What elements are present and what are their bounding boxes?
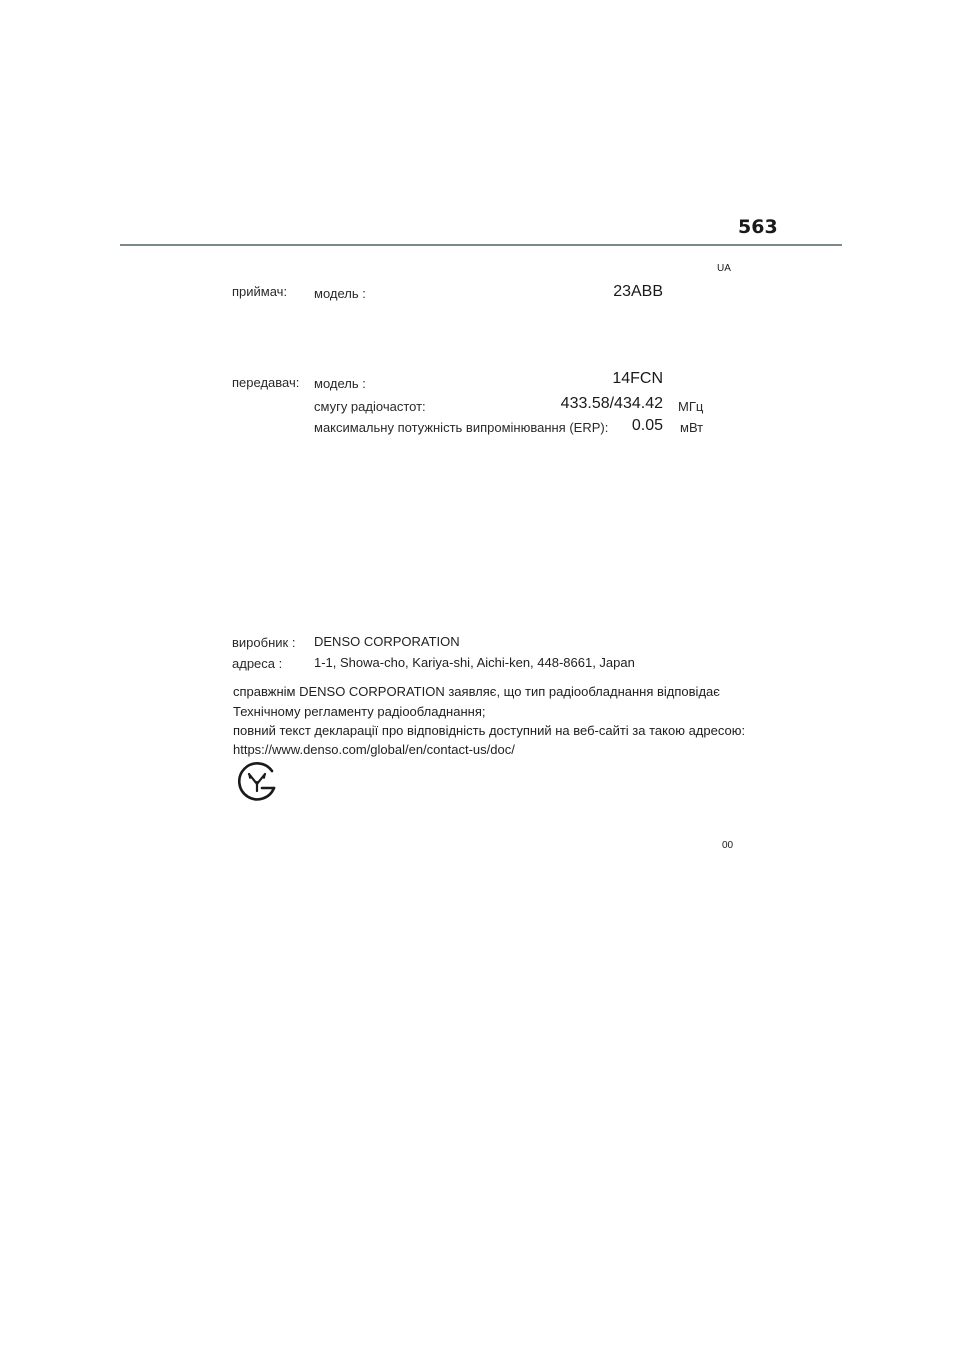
transmitter-model-label: модель : bbox=[314, 376, 366, 391]
power-label: максимальну потужність випромінювання (ERP): bbox=[314, 420, 609, 435]
power-unit: мВт bbox=[680, 420, 704, 435]
band-value: 433.58/434.42 bbox=[560, 395, 663, 412]
band-label: смугу радіочастот: bbox=[314, 399, 426, 414]
receiver-label: приймач: bbox=[232, 284, 288, 299]
manufacturer-label: виробник : bbox=[232, 635, 296, 650]
declaration-line-2: Технічному регламенту радіообладнання; bbox=[233, 704, 486, 719]
declaration-line-3: повний текст декларації про відповідність доступний на веб-сайті за такою адресою: bbox=[233, 723, 746, 738]
transmitter-label: передавач: bbox=[232, 375, 300, 390]
ukrainian-conformity-mark-icon bbox=[236, 760, 278, 802]
manufacturer-value: DENSO CORPORATION bbox=[314, 634, 460, 649]
band-unit: МГц bbox=[678, 399, 704, 414]
declaration-line-1: справжнім DENSO CORPORATION заявляє, що тип радіообладнання відповідає bbox=[233, 684, 720, 699]
declaration-url: https://www.denso.com/global/en/contact-us/doc/ bbox=[233, 742, 515, 757]
power-value: 0.05 bbox=[631, 417, 663, 434]
page-number: 563 bbox=[738, 216, 778, 238]
receiver-model-label: модель : bbox=[314, 286, 366, 301]
transmitter-model-value: 14FCN bbox=[612, 370, 663, 387]
country-code: UA bbox=[717, 263, 731, 274]
receiver-model-value: 23ABB bbox=[613, 283, 663, 300]
header-divider bbox=[120, 244, 842, 246]
address-label: адреса : bbox=[232, 656, 283, 671]
footer-code: 00 bbox=[722, 840, 734, 851]
address-value: 1-1, Showa-cho, Kariya-shi, Aichi-ken, 448-8661, Japan bbox=[314, 655, 635, 670]
